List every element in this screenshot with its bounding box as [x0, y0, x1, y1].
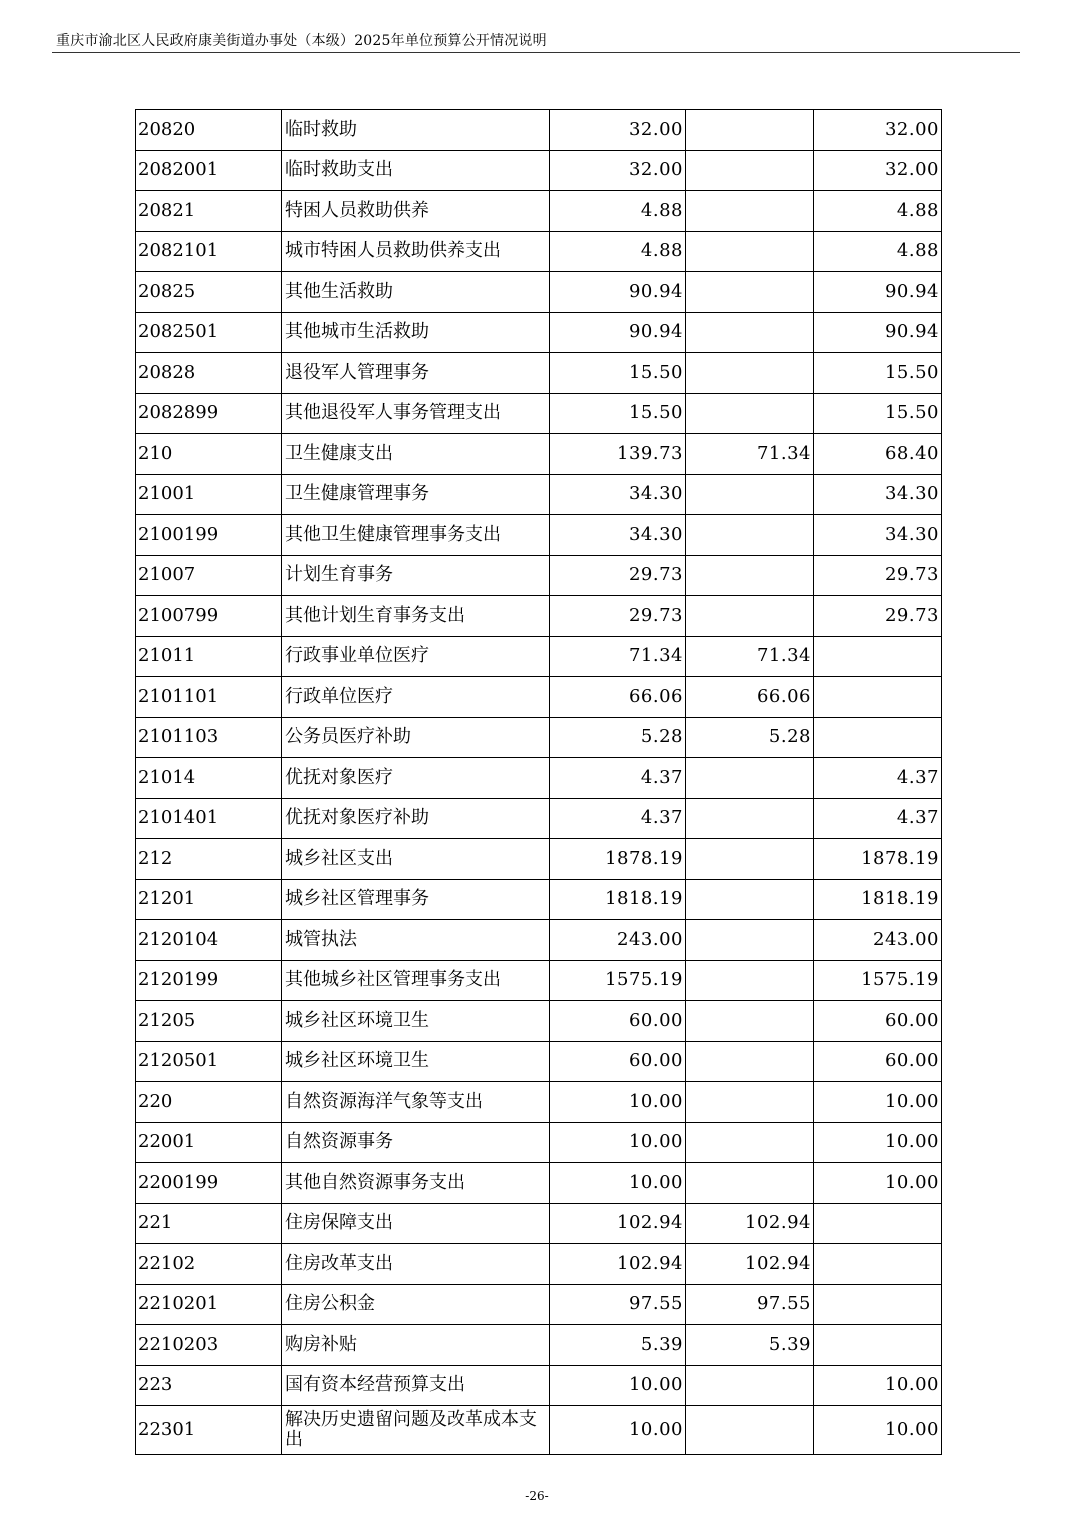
table-row: [136, 798, 942, 839]
header-divider: [52, 52, 1020, 53]
cell-name: 其他退役军人事务管理支出: [282, 393, 550, 434]
cell-total: 60.00: [550, 1041, 686, 1082]
cell-name: 其他城市生活救助: [282, 312, 550, 353]
cell-code: 210: [136, 434, 282, 475]
cell-code: 22001: [136, 1122, 282, 1163]
cell-basic: [686, 231, 814, 272]
page-number: -26-: [525, 1489, 549, 1503]
cell-project: [814, 1203, 942, 1244]
cell-project: 15.50: [814, 393, 942, 434]
table-row: [136, 272, 942, 313]
cell-total: 90.94: [550, 312, 686, 353]
cell-code: 21205: [136, 1001, 282, 1042]
cell-code: 21001: [136, 474, 282, 515]
table-row: [136, 231, 942, 272]
cell-project: 243.00: [814, 920, 942, 961]
cell-project: 10.00: [814, 1163, 942, 1204]
cell-code: 2100199: [136, 515, 282, 556]
table-row: [136, 434, 942, 475]
cell-project: 90.94: [814, 312, 942, 353]
cell-total: 10.00: [550, 1122, 686, 1163]
table-row: [136, 920, 942, 961]
cell-basic: [686, 879, 814, 920]
cell-project: 1575.19: [814, 960, 942, 1001]
cell-project: 4.37: [814, 798, 942, 839]
cell-project: 4.37: [814, 758, 942, 799]
cell-total: 139.73: [550, 434, 686, 475]
cell-code: 221: [136, 1203, 282, 1244]
cell-total: 1878.19: [550, 839, 686, 880]
cell-name: 其他卫生健康管理事务支出: [282, 515, 550, 556]
cell-project: 10.00: [814, 1122, 942, 1163]
cell-code: 20828: [136, 353, 282, 394]
cell-name: 临时救助支出: [282, 150, 550, 191]
table-row: [136, 1365, 942, 1406]
cell-basic: [686, 474, 814, 515]
cell-total: 243.00: [550, 920, 686, 961]
cell-project: 15.50: [814, 353, 942, 394]
cell-total: 29.73: [550, 555, 686, 596]
table-row: [136, 1203, 942, 1244]
cell-total: 10.00: [550, 1163, 686, 1204]
cell-project: 29.73: [814, 555, 942, 596]
cell-basic: [686, 393, 814, 434]
cell-total: 1818.19: [550, 879, 686, 920]
cell-basic: 71.34: [686, 434, 814, 475]
cell-name: 国有资本经营预算支出: [282, 1365, 550, 1406]
cell-total: 10.00: [550, 1365, 686, 1406]
cell-code: 223: [136, 1365, 282, 1406]
cell-basic: [686, 596, 814, 637]
cell-total: 71.34: [550, 636, 686, 677]
table-row: [136, 1041, 942, 1082]
cell-basic: [686, 312, 814, 353]
cell-name: 城市特困人员救助供养支出: [282, 231, 550, 272]
table-row: [136, 191, 942, 232]
cell-code: 2120104: [136, 920, 282, 961]
table-row: [136, 758, 942, 799]
cell-total: 34.30: [550, 474, 686, 515]
cell-name: 住房公积金: [282, 1284, 550, 1325]
cell-name: 其他计划生育事务支出: [282, 596, 550, 637]
cell-basic: [686, 555, 814, 596]
cell-name: 行政事业单位医疗: [282, 636, 550, 677]
cell-name: 公务员医疗补助: [282, 717, 550, 758]
cell-total: 5.28: [550, 717, 686, 758]
cell-basic: 66.06: [686, 677, 814, 718]
cell-basic: 5.39: [686, 1325, 814, 1366]
table-row: [136, 960, 942, 1001]
cell-code: 2082101: [136, 231, 282, 272]
table-row: [136, 555, 942, 596]
cell-code: 2120501: [136, 1041, 282, 1082]
cell-name: 其他自然资源事务支出: [282, 1163, 550, 1204]
cell-project: 1878.19: [814, 839, 942, 880]
table-row: [136, 1406, 942, 1455]
cell-basic: 97.55: [686, 1284, 814, 1325]
cell-name: 城乡社区管理事务: [282, 879, 550, 920]
cell-project: [814, 1244, 942, 1285]
table-row: [136, 353, 942, 394]
cell-project: 68.40: [814, 434, 942, 475]
cell-basic: [686, 1041, 814, 1082]
cell-total: 102.94: [550, 1244, 686, 1285]
table-row: [136, 879, 942, 920]
cell-name: 住房保障支出: [282, 1203, 550, 1244]
cell-name: 住房改革支出: [282, 1244, 550, 1285]
cell-basic: [686, 758, 814, 799]
cell-basic: [686, 1406, 814, 1455]
cell-project: 29.73: [814, 596, 942, 637]
cell-project: 10.00: [814, 1082, 942, 1123]
cell-name: 城管执法: [282, 920, 550, 961]
cell-basic: 102.94: [686, 1203, 814, 1244]
cell-name: 城乡社区环境卫生: [282, 1041, 550, 1082]
cell-basic: [686, 353, 814, 394]
cell-code: 21011: [136, 636, 282, 677]
cell-total: 102.94: [550, 1203, 686, 1244]
cell-code: 2101101: [136, 677, 282, 718]
cell-name: 其他生活救助: [282, 272, 550, 313]
cell-basic: 102.94: [686, 1244, 814, 1285]
cell-basic: [686, 960, 814, 1001]
cell-code: 2210201: [136, 1284, 282, 1325]
cell-code: 22301: [136, 1406, 282, 1455]
cell-project: 1818.19: [814, 879, 942, 920]
cell-total: 4.37: [550, 798, 686, 839]
cell-basic: [686, 1122, 814, 1163]
cell-name: 临时救助: [282, 110, 550, 151]
cell-name: 其他城乡社区管理事务支出: [282, 960, 550, 1001]
cell-project: 34.30: [814, 515, 942, 556]
cell-name: 卫生健康支出: [282, 434, 550, 475]
cell-total: 15.50: [550, 353, 686, 394]
cell-name: 行政单位医疗: [282, 677, 550, 718]
cell-project: 4.88: [814, 231, 942, 272]
cell-total: 90.94: [550, 272, 686, 313]
cell-basic: 5.28: [686, 717, 814, 758]
table-row: [136, 393, 942, 434]
cell-basic: [686, 515, 814, 556]
cell-code: 20825: [136, 272, 282, 313]
cell-project: 10.00: [814, 1406, 942, 1455]
cell-basic: [686, 798, 814, 839]
cell-total: 29.73: [550, 596, 686, 637]
cell-name: 卫生健康管理事务: [282, 474, 550, 515]
cell-project: 32.00: [814, 150, 942, 191]
cell-code: 2082899: [136, 393, 282, 434]
table-row: [136, 596, 942, 637]
cell-name: 城乡社区环境卫生: [282, 1001, 550, 1042]
cell-basic: [686, 110, 814, 151]
table-row: [136, 717, 942, 758]
cell-project: [814, 1284, 942, 1325]
cell-project: [814, 677, 942, 718]
cell-code: 2120199: [136, 960, 282, 1001]
cell-code: 2200199: [136, 1163, 282, 1204]
budget-table: [135, 109, 942, 1455]
budget-table-body: [136, 110, 942, 1455]
table-row: [136, 110, 942, 151]
cell-name: 自然资源海洋气象等支出: [282, 1082, 550, 1123]
cell-code: 2101401: [136, 798, 282, 839]
cell-name: 城乡社区支出: [282, 839, 550, 880]
table-row: [136, 1001, 942, 1042]
cell-basic: [686, 1082, 814, 1123]
cell-total: 4.37: [550, 758, 686, 799]
cell-basic: [686, 920, 814, 961]
table-row: [136, 1325, 942, 1366]
document-header: 重庆市渝北区人民政府康美街道办事处（本级）2025年单位预算公开情况说明: [56, 33, 547, 49]
cell-total: 60.00: [550, 1001, 686, 1042]
cell-code: 2082501: [136, 312, 282, 353]
cell-code: 20821: [136, 191, 282, 232]
table-row: [136, 312, 942, 353]
table-row: [136, 1284, 942, 1325]
cell-total: 32.00: [550, 110, 686, 151]
cell-code: 21201: [136, 879, 282, 920]
cell-basic: [686, 272, 814, 313]
cell-basic: 71.34: [686, 636, 814, 677]
cell-name: 优抚对象医疗: [282, 758, 550, 799]
table-row: [136, 474, 942, 515]
cell-total: 4.88: [550, 231, 686, 272]
cell-project: 32.00: [814, 110, 942, 151]
cell-total: 1575.19: [550, 960, 686, 1001]
cell-project: 60.00: [814, 1041, 942, 1082]
cell-code: 220: [136, 1082, 282, 1123]
cell-basic: [686, 1365, 814, 1406]
cell-basic: [686, 839, 814, 880]
cell-total: 32.00: [550, 150, 686, 191]
cell-code: 21014: [136, 758, 282, 799]
cell-total: 10.00: [550, 1406, 686, 1455]
cell-name: 解决历史遗留问题及改革成本支出: [282, 1406, 550, 1455]
cell-code: 2101103: [136, 717, 282, 758]
cell-code: 22102: [136, 1244, 282, 1285]
cell-code: 2082001: [136, 150, 282, 191]
cell-name: 特困人员救助供养: [282, 191, 550, 232]
table-row: [136, 1163, 942, 1204]
table-row: [136, 515, 942, 556]
cell-project: [814, 636, 942, 677]
cell-basic: [686, 1163, 814, 1204]
cell-code: 20820: [136, 110, 282, 151]
cell-name: 自然资源事务: [282, 1122, 550, 1163]
cell-total: 66.06: [550, 677, 686, 718]
cell-project: [814, 1325, 942, 1366]
cell-code: 212: [136, 839, 282, 880]
table-row: [136, 150, 942, 191]
cell-code: 2210203: [136, 1325, 282, 1366]
cell-project: 10.00: [814, 1365, 942, 1406]
cell-code: 21007: [136, 555, 282, 596]
cell-total: 34.30: [550, 515, 686, 556]
cell-name: 退役军人管理事务: [282, 353, 550, 394]
cell-project: 90.94: [814, 272, 942, 313]
cell-project: 34.30: [814, 474, 942, 515]
cell-basic: [686, 191, 814, 232]
cell-project: 4.88: [814, 191, 942, 232]
cell-total: 5.39: [550, 1325, 686, 1366]
table-row: [136, 1122, 942, 1163]
table-row: [136, 1082, 942, 1123]
table-row: [136, 677, 942, 718]
table-row: [136, 839, 942, 880]
cell-project: 60.00: [814, 1001, 942, 1042]
cell-total: 4.88: [550, 191, 686, 232]
cell-total: 10.00: [550, 1082, 686, 1123]
cell-basic: [686, 1001, 814, 1042]
table-row: [136, 1244, 942, 1285]
cell-name: 计划生育事务: [282, 555, 550, 596]
cell-code: 2100799: [136, 596, 282, 637]
cell-name: 优抚对象医疗补助: [282, 798, 550, 839]
cell-project: [814, 717, 942, 758]
table-row: [136, 636, 942, 677]
cell-name: 购房补贴: [282, 1325, 550, 1366]
cell-total: 15.50: [550, 393, 686, 434]
cell-total: 97.55: [550, 1284, 686, 1325]
cell-basic: [686, 150, 814, 191]
